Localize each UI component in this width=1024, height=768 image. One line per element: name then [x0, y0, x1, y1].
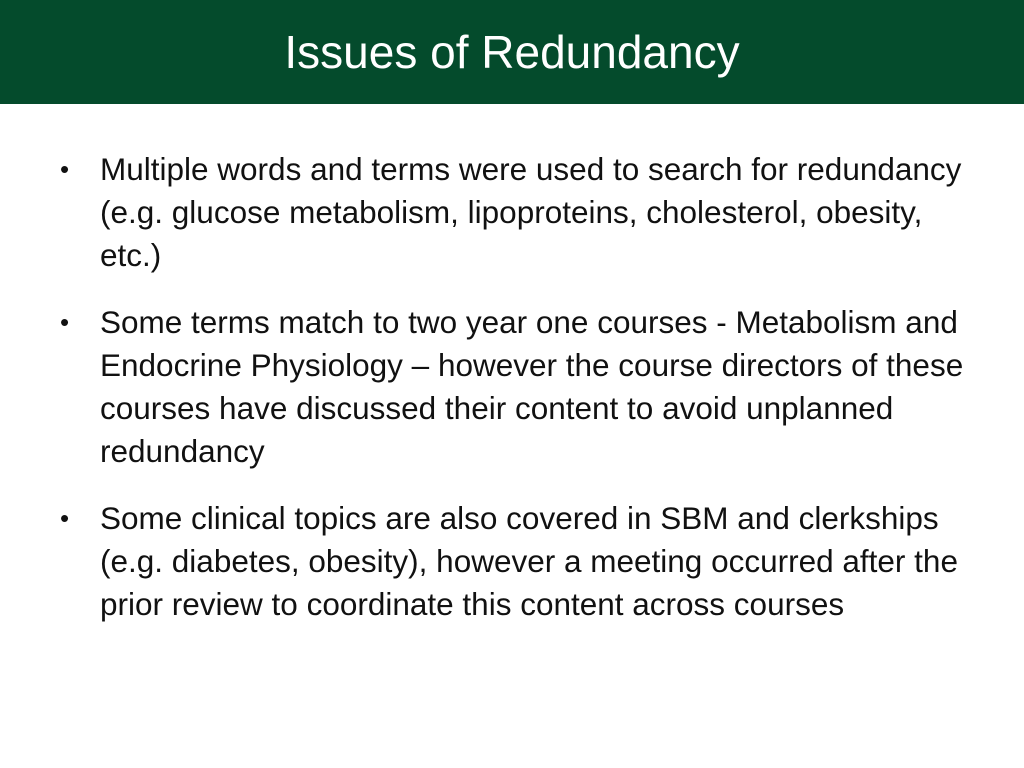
- bullet-list: [60, 148, 980, 650]
- bullet-icon: •: [60, 307, 70, 337]
- bullet-item: [60, 301, 980, 473]
- slide-title: Issues of Redundancy: [284, 26, 740, 78]
- bullet-icon: •: [60, 154, 70, 184]
- bullet-item: [60, 148, 980, 277]
- bullet-item: [60, 497, 980, 626]
- bullet-text: Some terms match to two year one courses - Metabolism and Endocrine Physiology – however the course directors of these courses have discussed their content to avoid unplanned redundancy: [100, 304, 964, 469]
- title-bar: [0, 0, 1024, 104]
- bullet-text: Multiple words and terms were used to search for redundancy (e.g. glucose metabolism, lipoproteins, cholesterol, obesity, etc.): [100, 151, 962, 273]
- bullet-text: Some clinical topics are also covered in SBM and clerkships (e.g. diabetes, obesity), however a meeting occurred after the prior review to coordinate this content across courses: [100, 500, 958, 622]
- bullet-icon: •: [60, 503, 70, 533]
